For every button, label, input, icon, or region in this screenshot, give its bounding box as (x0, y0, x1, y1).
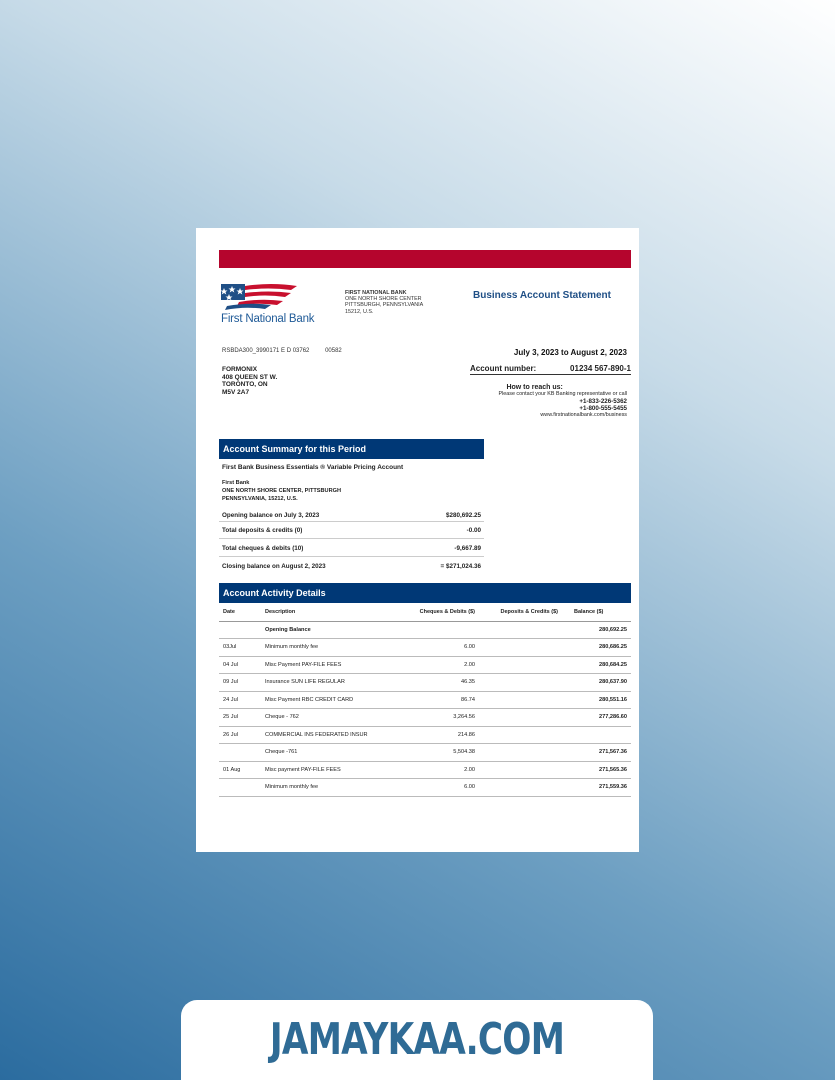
header-red-bar (219, 250, 631, 268)
summary-value: $280,692.25 (445, 512, 481, 519)
row-credit (479, 621, 564, 639)
table-row (219, 691, 631, 709)
summary-label: Total cheques & debits (10) (222, 545, 304, 552)
summary-row (219, 557, 484, 575)
bank-logo (221, 284, 331, 328)
bank-address (345, 290, 423, 315)
column-header: Cheques & Debits ($) (415, 604, 479, 621)
summary-value: = $271,024.36 (440, 563, 481, 570)
watermark-banner (181, 1000, 653, 1080)
row-balance: 280,637.90 (564, 674, 631, 692)
row-description: Minimum monthly fee (265, 779, 415, 797)
activity-table (219, 604, 631, 797)
table-row (219, 656, 631, 674)
row-balance: 280,551.16 (564, 691, 631, 709)
row-credit (479, 674, 564, 692)
row-debit: 6.00 (415, 639, 479, 657)
flag-logo-icon (221, 284, 297, 312)
row-date (219, 779, 265, 797)
table-row (219, 779, 631, 797)
row-description: Misc Payment RBC CREDIT CARD (265, 691, 415, 709)
summary-table (219, 510, 484, 575)
logo-wordmark: First National Bank (221, 313, 315, 325)
bank-address-line: PITTSBURGH, PENNSYLVANIA (345, 302, 424, 309)
row-balance (564, 726, 631, 744)
table-row (219, 674, 631, 692)
row-description: Opening Balance (265, 621, 415, 639)
row-description: Misc Payment PAY-FILE FEES (265, 656, 415, 674)
row-debit: 2.00 (415, 656, 479, 674)
row-date: 26 Jul (219, 726, 265, 744)
account-number-label: Account number: (470, 364, 537, 373)
statement-reference (222, 348, 342, 354)
branch-address: ONE NORTH SHORE CENTER, PITTSBURGH (222, 488, 342, 494)
contact-note: Please contact your KB Banking representative or call (498, 391, 627, 397)
row-balance: 280,684.25 (564, 656, 631, 674)
column-header: Description (265, 604, 415, 621)
statement-page (196, 228, 639, 852)
customer-postal: M5V 2A7 (222, 388, 250, 396)
reference-number: RSBDA300_3990171 E D 03762 (222, 348, 310, 354)
statement-period: July 3, 2023 to August 2, 2023 (513, 348, 627, 357)
table-row (219, 726, 631, 744)
row-balance: 271,559.36 (564, 779, 631, 797)
contact-website: www.firstnationalbank.com/business (540, 412, 627, 418)
row-debit: 86.74 (415, 691, 479, 709)
customer-city: TORONTO, ON (222, 381, 268, 389)
row-date: 25 Jul (219, 709, 265, 727)
row-balance: 280,692.25 (564, 621, 631, 639)
reference-code: 00582 (325, 348, 342, 354)
row-debit: 6.00 (415, 779, 479, 797)
row-balance: 271,565.36 (564, 761, 631, 779)
table-row (219, 639, 631, 657)
summary-row (219, 539, 484, 557)
row-credit (479, 709, 564, 727)
row-description: Minimum monthly fee (265, 639, 415, 657)
row-date: 03Jul (219, 639, 265, 657)
summary-account-type: First Bank Business Essentials ® Variable Pricing Account (222, 464, 404, 471)
activity-header-row (219, 604, 631, 621)
contact-phone: +1-833-226-5362 (579, 398, 627, 405)
summary-label: Closing balance on August 2, 2023 (222, 563, 326, 570)
row-date (219, 744, 265, 762)
row-description: Misc payment PAY-FILE FEES (265, 761, 415, 779)
summary-label: Opening balance on July 3, 2023 (222, 512, 320, 519)
row-credit (479, 726, 564, 744)
row-debit: 5,504.38 (415, 744, 479, 762)
row-date: 09 Jul (219, 674, 265, 692)
column-header: Date (219, 604, 265, 621)
row-credit (479, 656, 564, 674)
account-number-line (470, 364, 631, 375)
column-header: Deposits & Credits ($) (479, 604, 564, 621)
summary-row (219, 510, 484, 522)
row-balance: 271,567.36 (564, 744, 631, 762)
table-row (219, 761, 631, 779)
row-date (219, 621, 265, 639)
row-date: 04 Jul (219, 656, 265, 674)
row-credit (479, 779, 564, 797)
row-date: 01 Aug (219, 761, 265, 779)
row-description: Insurance SUN LIFE REGULAR (265, 674, 415, 692)
summary-branch (222, 479, 341, 503)
row-debit (415, 621, 479, 639)
statement-title: Business Account Statement (473, 290, 611, 301)
row-debit: 3,264.56 (415, 709, 479, 727)
row-description: COMMERCIAL INS FEDERATED INSUR (265, 726, 415, 744)
contact-heading: How to reach us: (506, 384, 563, 391)
row-balance: 277,286.60 (564, 709, 631, 727)
branch-name: First Bank (222, 480, 250, 486)
row-description: Cheque -761 (265, 744, 415, 762)
row-credit (479, 761, 564, 779)
table-row (219, 621, 631, 639)
account-number: 01234 567-890-1 (570, 364, 631, 373)
contact-info (498, 384, 627, 419)
activity-heading: Account Activity Details (219, 583, 631, 603)
summary-value: -0.00 (466, 527, 481, 534)
contact-phone: +1-800-555-5455 (579, 405, 627, 412)
customer-name: FORMONIX (222, 366, 258, 373)
row-credit (479, 639, 564, 657)
table-row (219, 744, 631, 762)
row-description: Cheque - 762 (265, 709, 415, 727)
table-row (219, 709, 631, 727)
summary-heading: Account Summary for this Period (219, 439, 484, 459)
row-date: 24 Jul (219, 691, 265, 709)
summary-row (219, 522, 484, 539)
watermark-text: JAMAYKAA.COM (269, 1014, 565, 1065)
row-debit: 214.86 (415, 726, 479, 744)
branch-address: PENNSYLVANIA, 15212, U.S. (222, 496, 298, 502)
summary-label: Total deposits & credits (0) (222, 527, 303, 534)
bank-name: FIRST NATIONAL BANK (345, 290, 407, 296)
bank-address-line: ONE NORTH SHORE CENTER (345, 296, 422, 303)
row-debit: 46.35 (415, 674, 479, 692)
column-header: Balance ($) (564, 604, 631, 621)
row-credit (479, 744, 564, 762)
row-debit: 2.00 (415, 761, 479, 779)
customer-street: 408 QUEEN ST W. (222, 373, 278, 381)
summary-value: -9,667.89 (454, 545, 481, 552)
row-balance: 280,686.25 (564, 639, 631, 657)
customer-address (222, 366, 277, 396)
row-credit (479, 691, 564, 709)
bank-address-line: 15212, U.S. (345, 308, 374, 315)
